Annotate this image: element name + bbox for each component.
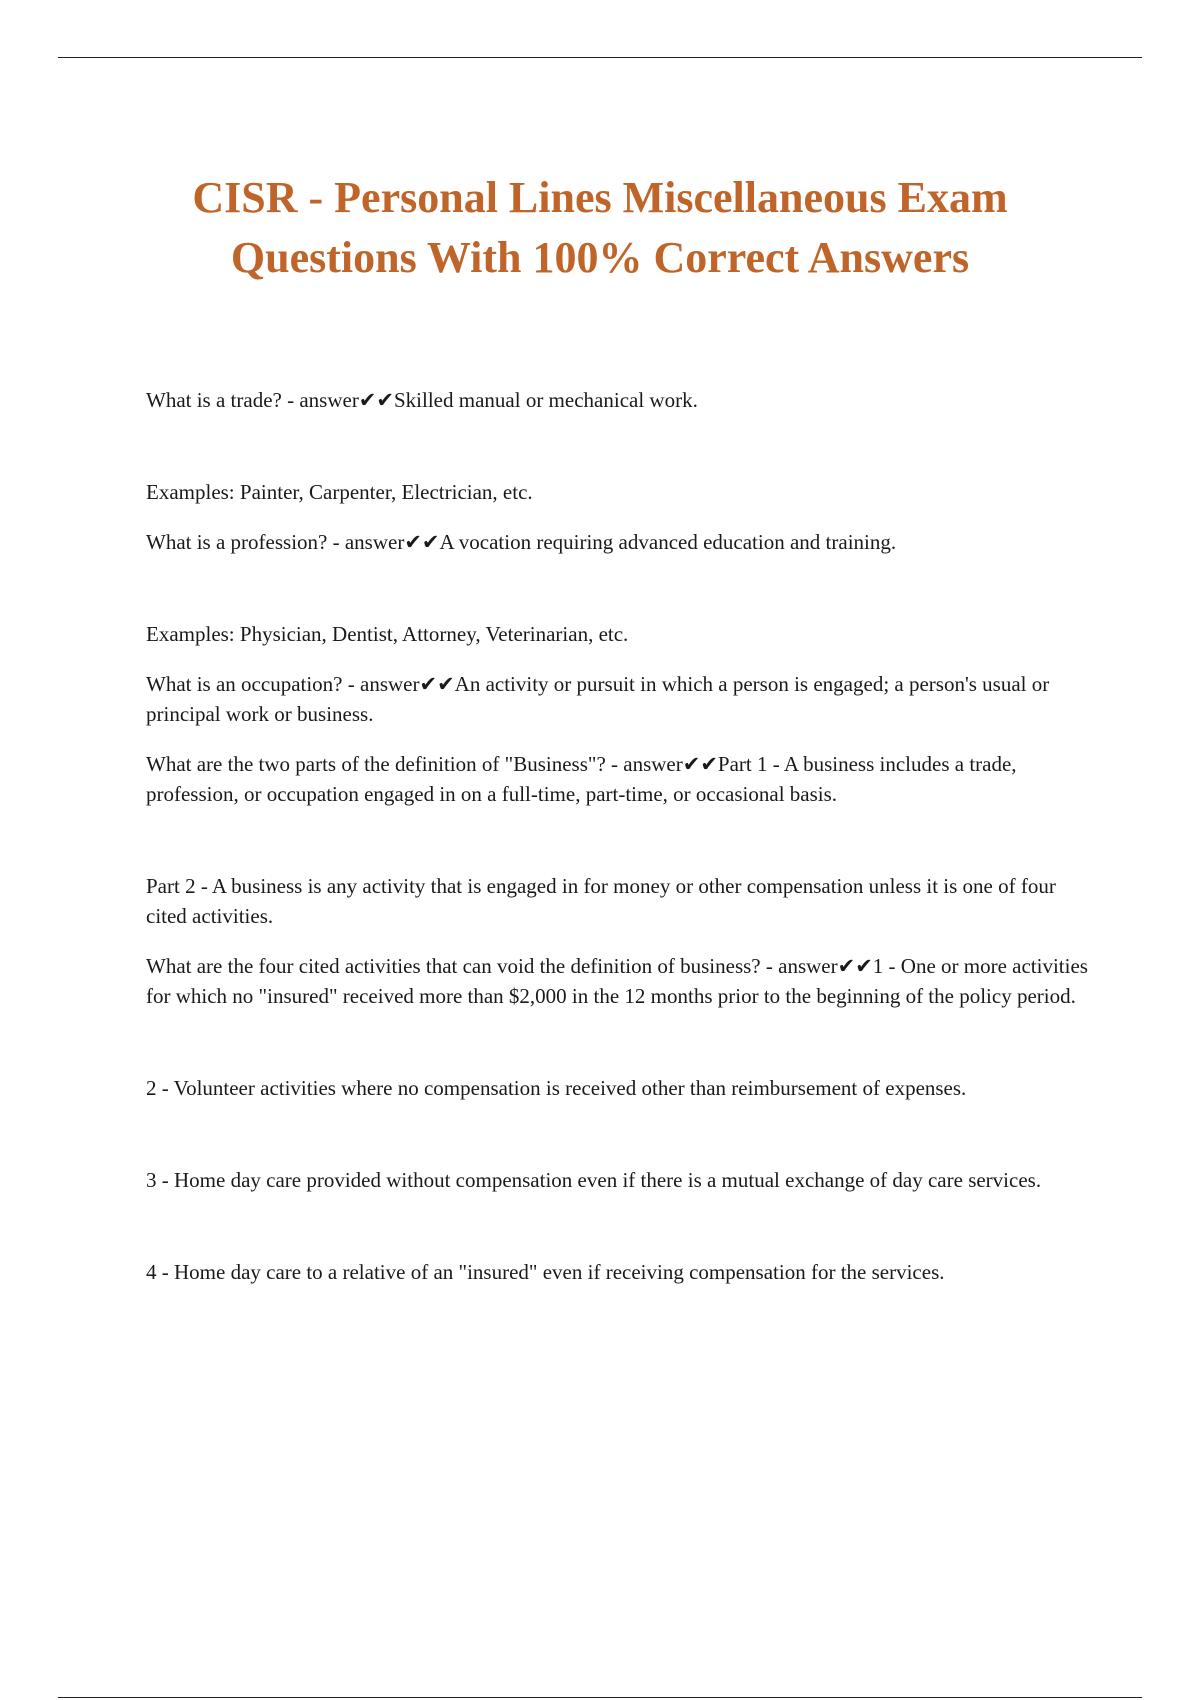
document-title [100, 168, 1100, 288]
paragraph-profession-question: What is a profession? - answer✔✔A vocation requiring advanced education and training. [146, 530, 897, 554]
paragraph-business-definition-question: What are the two parts of the definition of "Business"? - answer✔✔Part 1 - A business includes a trade, profession, or occupation engaged in on a full-time, part-time, or occasional basis. [146, 752, 1017, 806]
document-body [146, 385, 1096, 1287]
paragraph-activity-3: 3 - Home day care provided without compensation even if there is a mutual exchange of day care services. [146, 1168, 1042, 1192]
top-rule [58, 57, 1142, 58]
paragraph-business-part-2: Part 2 - A business is any activity that is engaged in for money or other compensation unless it is one of four cited activities. [146, 874, 1056, 928]
paragraph-profession-examples: Examples: Physician, Dentist, Attorney, Veterinarian, etc. [146, 622, 629, 646]
title-line-1: CISR - Personal Lines Miscellaneous Exam [192, 173, 1008, 222]
paragraph-activity-2: 2 - Volunteer activities where no compensation is received other than reimbursement of expenses. [146, 1076, 967, 1100]
paragraph-trade-examples: Examples: Painter, Carpenter, Electrician, etc. [146, 480, 533, 504]
bottom-rule [58, 1697, 1142, 1698]
paragraph-activity-4: 4 - Home day care to a relative of an "insured" even if receiving compensation for the services. [146, 1260, 945, 1284]
paragraph-four-activities-question: What are the four cited activities that can void the definition of business? - answer✔✔1 - One or more activities for which no "insured" received more than $2,000 in the 12 months prior to the beginning of the policy period. [146, 954, 1088, 1008]
paragraph-trade-question: What is a trade? - answer✔✔Skilled manual or mechanical work. [146, 388, 698, 412]
title-line-2: Questions With 100% Correct Answers [230, 233, 970, 282]
paragraph-occupation-question: What is an occupation? - answer✔✔An activity or pursuit in which a person is engaged; a person's usual or principal work or business. [146, 672, 1050, 726]
